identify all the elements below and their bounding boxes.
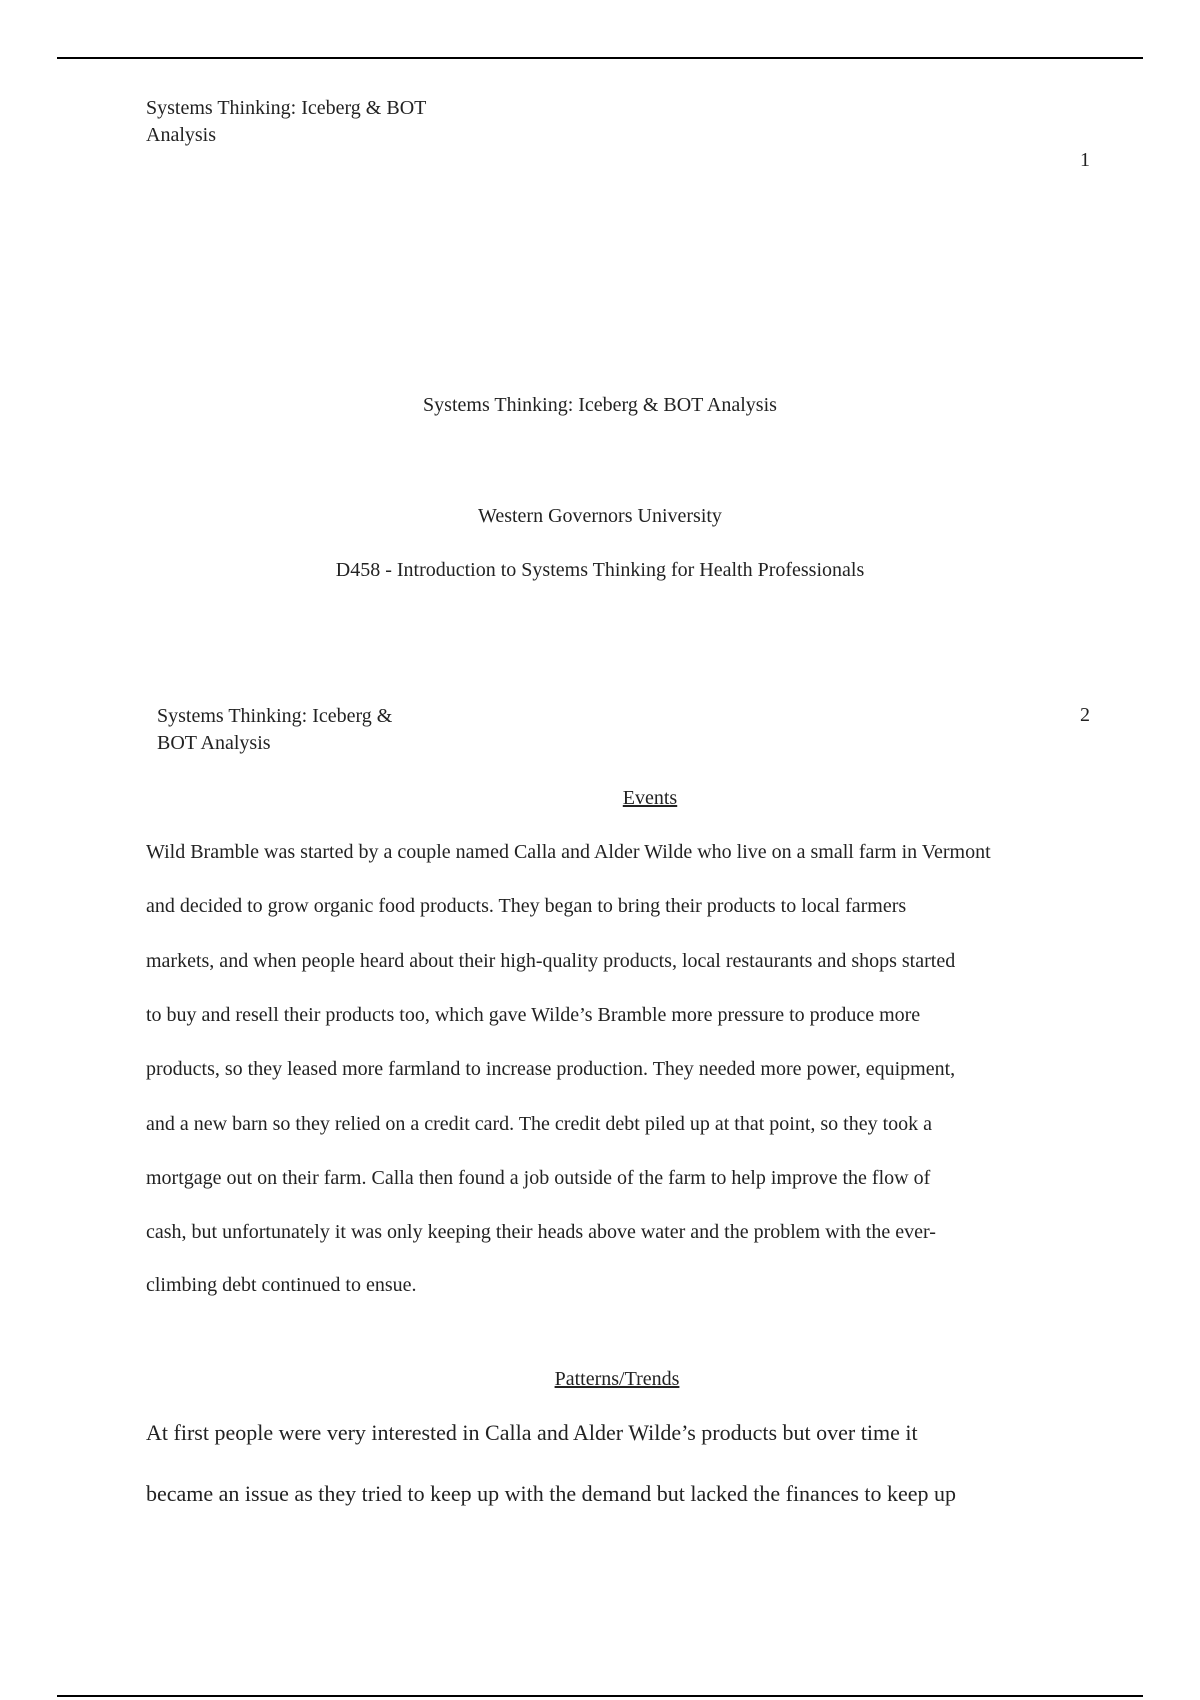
- events-line: cash, but unfortunately it was only keeping their heads above water and the problem with the ever-: [146, 1221, 936, 1243]
- events-line: products, so they leased more farmland to increase production. They needed more power, equipment,: [146, 1058, 956, 1080]
- running-head-line: Analysis: [146, 124, 216, 146]
- events-line: to buy and resell their products too, which gave Wilde’s Bramble more pressure to produce more: [146, 1004, 921, 1026]
- institution-name: Western Governors University: [478, 505, 722, 527]
- page2-running-head: [157, 703, 392, 757]
- patterns-line: At first people were very interested in Calla and Alder Wilde’s products but over time it: [146, 1420, 918, 1445]
- page1-running-head: [146, 95, 426, 149]
- page-top-rule: [57, 57, 1143, 59]
- events-heading: Events: [622, 787, 678, 809]
- page2-number: 2: [1080, 704, 1090, 726]
- events-line: and decided to grow organic food products. They began to bring their products to local farmers: [146, 895, 907, 917]
- document-title: Systems Thinking: Iceberg & BOT Analysis: [423, 394, 777, 416]
- running-head-line: Systems Thinking: Iceberg &: [157, 705, 393, 727]
- events-line: and a new barn so they relied on a credit card. The credit debt piled up at that point, so they took a: [146, 1113, 933, 1135]
- running-head-line: BOT Analysis: [157, 732, 271, 754]
- patterns-line: became an issue as they tried to keep up with the demand but lacked the finances to keep up: [146, 1481, 957, 1506]
- patterns-heading: Patterns/Trends: [554, 1368, 680, 1390]
- page-bottom-rule: [57, 1695, 1143, 1697]
- events-line: Wild Bramble was started by a couple named Calla and Alder Wilde who live on a small farm in Vermont: [146, 841, 991, 863]
- events-line: climbing debt continued to ensue.: [146, 1274, 417, 1296]
- running-head-line: Systems Thinking: Iceberg & BOT: [146, 97, 427, 119]
- page1-number: 1: [1080, 149, 1090, 171]
- events-line: mortgage out on their farm. Calla then found a job outside of the farm to help improve the flow of: [146, 1167, 931, 1189]
- course-name: D458 - Introduction to Systems Thinking for Health Professionals: [335, 559, 865, 581]
- events-line: markets, and when people heard about their high-quality products, local restaurants and shops started: [146, 950, 956, 972]
